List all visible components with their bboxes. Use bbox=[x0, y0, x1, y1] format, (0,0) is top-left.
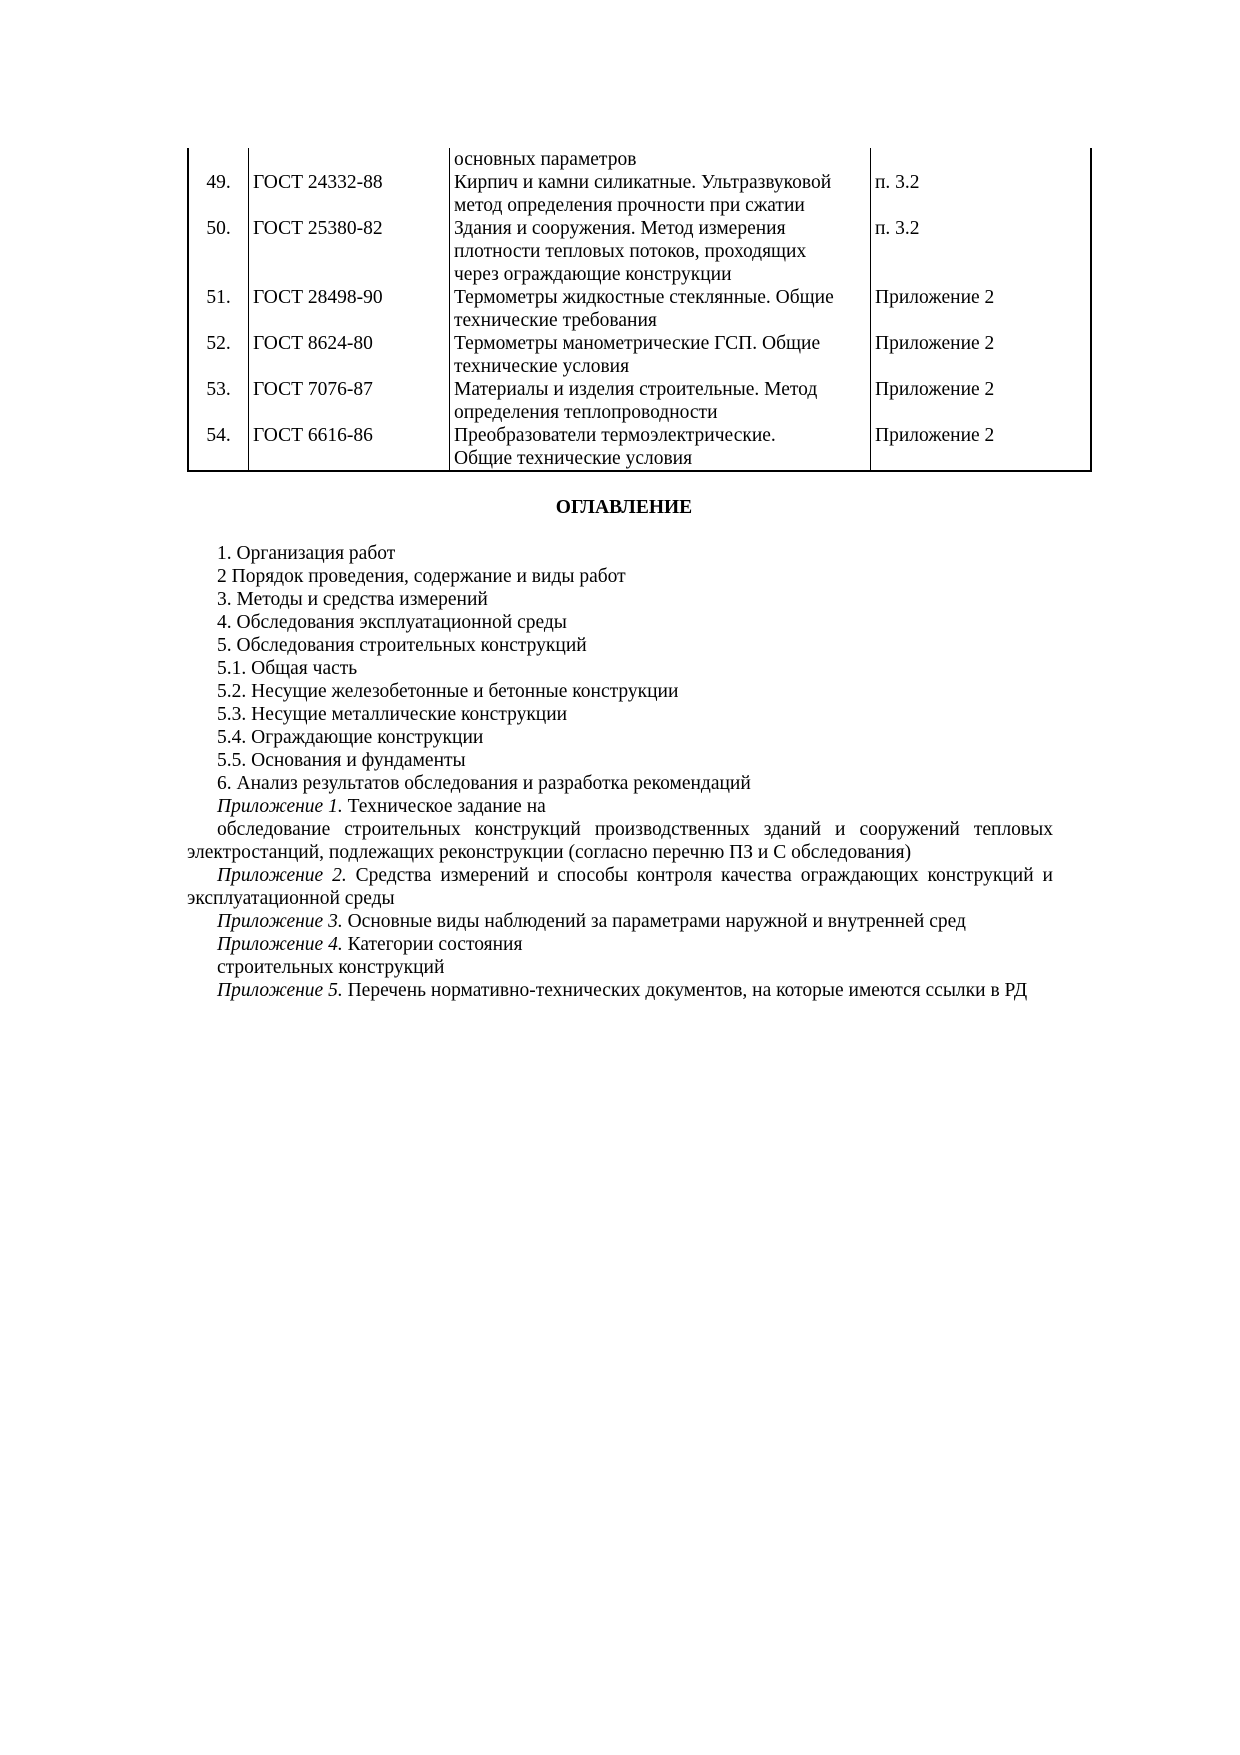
table-row bbox=[188, 148, 1091, 171]
table-of-contents bbox=[187, 542, 1053, 1002]
standard-reference: п. 3.2 bbox=[871, 171, 1092, 217]
standards-table-body bbox=[188, 148, 1091, 471]
toc-appendix-1-continuation: электростанций, подлежащих реконструкции (согласно перечню ПЗ и С обследования) bbox=[187, 842, 912, 863]
toc-heading: ОГЛАВЛЕНИЕ bbox=[555, 497, 693, 518]
row-number: 53. bbox=[188, 378, 249, 424]
standard-title-line: технические условия bbox=[454, 356, 630, 377]
standard-title-line: основных параметров bbox=[454, 149, 637, 170]
standard-code: ГОСТ 28498-90 bbox=[249, 286, 450, 332]
standard-title bbox=[450, 171, 871, 217]
standard-title bbox=[450, 148, 871, 171]
toc-item: 5. Обследования строительных конструкций bbox=[217, 635, 587, 656]
appendix-label: Приложение 1. bbox=[217, 796, 343, 817]
table-row bbox=[188, 332, 1091, 378]
appendix-label: Приложение 5. bbox=[217, 980, 343, 1001]
standard-title-line: Общие технические условия bbox=[454, 448, 693, 469]
standard-title bbox=[450, 286, 871, 332]
standard-title bbox=[450, 332, 871, 378]
standard-reference: Приложение 2 bbox=[871, 332, 1092, 378]
standard-title-line: метод определения прочности при сжатии bbox=[454, 195, 805, 216]
toc-appendix-2 bbox=[187, 864, 1053, 910]
row-number: 51. bbox=[188, 286, 249, 332]
standard-title-line: Термометры манометрические ГСП. Общие bbox=[454, 333, 821, 354]
standard-title bbox=[450, 378, 871, 424]
appendix-text: Средства измерений и способы контроля качества ограждающих конструкций и эксплуатационной среды bbox=[187, 865, 1053, 909]
toc-item: 5.4. Ограждающие конструкции bbox=[217, 727, 484, 748]
toc-item: 5.5. Основания и фундаменты bbox=[217, 750, 466, 771]
table-row bbox=[188, 378, 1091, 424]
standard-reference bbox=[871, 148, 1092, 171]
appendix-label: Приложение 3. bbox=[217, 911, 343, 932]
toc-appendix-1-continuation: обследование строительных конструкций производственных зданий и сооружений тепловых bbox=[217, 819, 1053, 840]
standard-reference: Приложение 2 bbox=[871, 286, 1092, 332]
appendix-label: Приложение 2. bbox=[217, 865, 347, 886]
row-number: 54. bbox=[188, 424, 249, 471]
toc-item: 3. Методы и средства измерений bbox=[217, 589, 488, 610]
row-number: 49. bbox=[188, 171, 249, 217]
toc-appendix-5 bbox=[187, 979, 1053, 1002]
toc-appendix-4 bbox=[187, 933, 1053, 956]
appendix-text: Перечень нормативно-технических документов, на которые имеются ссылки в РД bbox=[342, 980, 1028, 1001]
table-row bbox=[188, 217, 1091, 286]
toc-appendix-3 bbox=[187, 910, 1053, 933]
toc-appendix-1 bbox=[187, 795, 1053, 818]
standard-title-line: Термометры жидкостные стеклянные. Общие bbox=[454, 287, 834, 308]
standard-title-line: технические требования bbox=[454, 310, 657, 331]
standard-title-line: Кирпич и камни силикатные. Ультразвуковой bbox=[454, 172, 832, 193]
table-row bbox=[188, 424, 1091, 471]
toc-item: 5.2. Несущие железобетонные и бетонные конструкции bbox=[217, 681, 679, 702]
standard-code: ГОСТ 24332-88 bbox=[249, 171, 450, 217]
standard-reference: п. 3.2 bbox=[871, 217, 1092, 286]
row-number: 50. bbox=[188, 217, 249, 286]
row-number: 52. bbox=[188, 332, 249, 378]
standard-title-line: Здания и сооружения. Метод измерения bbox=[454, 218, 786, 239]
standard-code: ГОСТ 8624-80 bbox=[249, 332, 450, 378]
standard-title bbox=[450, 424, 871, 471]
standard-title-line: Материалы и изделия строительные. Метод bbox=[454, 379, 818, 400]
standard-title bbox=[450, 217, 871, 286]
standard-code: ГОСТ 25380-82 bbox=[249, 217, 450, 286]
standard-code bbox=[249, 148, 450, 171]
standard-reference: Приложение 2 bbox=[871, 378, 1092, 424]
toc-item: 5.1. Общая часть bbox=[217, 658, 358, 679]
toc-item: 4. Обследования эксплуатационной среды bbox=[217, 612, 567, 633]
appendix-text: Техническое задание на bbox=[342, 796, 546, 817]
standard-code: ГОСТ 6616-86 bbox=[249, 424, 450, 471]
standard-title-line: плотности тепловых потоков, проходящих bbox=[454, 241, 807, 262]
appendix-label: Приложение 4. bbox=[217, 934, 343, 955]
row-number bbox=[188, 148, 249, 171]
table-row bbox=[188, 171, 1091, 217]
standard-reference: Приложение 2 bbox=[871, 424, 1092, 471]
standard-title-line: определения теплопроводности bbox=[454, 402, 718, 423]
appendix-text: Категории состояния bbox=[342, 934, 523, 955]
standard-title-line: Преобразователи термоэлектрические. bbox=[454, 425, 776, 446]
toc-appendix-4-continuation: строительных конструкций bbox=[217, 957, 445, 978]
standard-title-line: через ограждающие конструкции bbox=[454, 264, 732, 285]
standards-table bbox=[187, 148, 1092, 472]
appendix-text: Основные виды наблюдений за параметрами наружной и внутренней сред bbox=[342, 911, 966, 932]
toc-item: 5.3. Несущие металлические конструкции bbox=[217, 704, 568, 725]
toc-item: 6. Анализ результатов обследования и разработка рекомендаций bbox=[217, 773, 751, 794]
toc-item: 1. Организация работ bbox=[217, 543, 396, 564]
standard-code: ГОСТ 7076-87 bbox=[249, 378, 450, 424]
toc-item: 2 Порядок проведения, содержание и виды работ bbox=[217, 566, 626, 587]
table-row bbox=[188, 286, 1091, 332]
